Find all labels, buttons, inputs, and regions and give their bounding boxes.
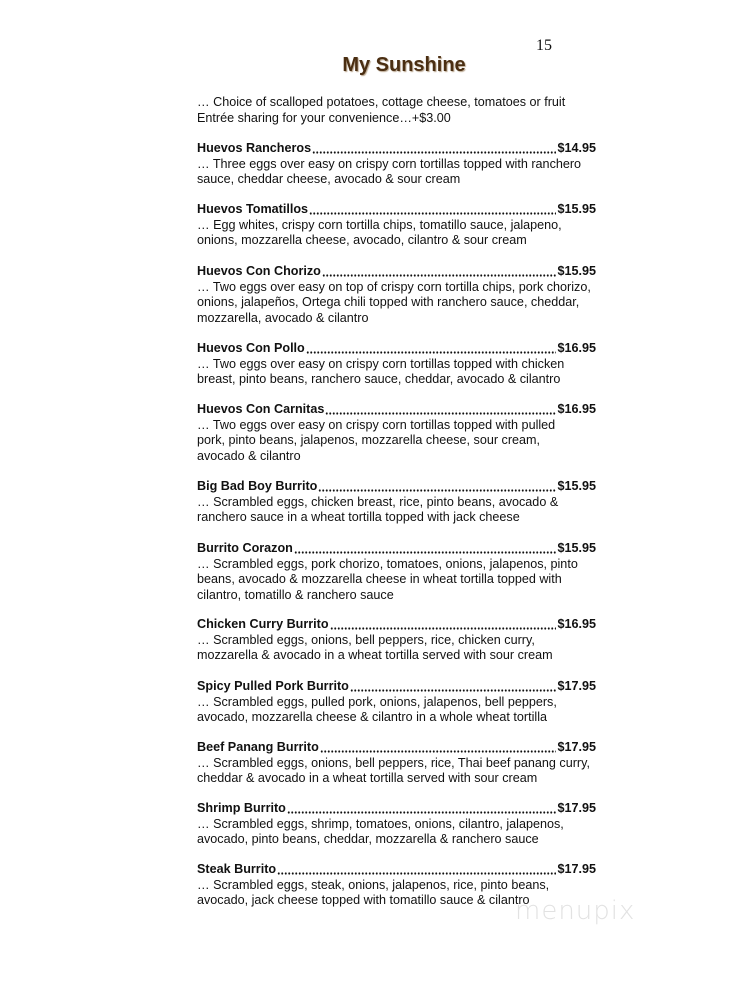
menu-item-name: Spicy Pulled Pork Burrito	[197, 679, 349, 693]
dot-leader	[350, 689, 557, 692]
menu-item-description: ranchero sauce in a wheat tortilla topped with jack cheese	[197, 510, 520, 524]
dot-leader	[287, 811, 557, 814]
menu-item	[197, 801, 596, 848]
menu-item	[197, 740, 596, 787]
menu-item-name: Huevos Rancheros	[197, 141, 312, 155]
menu-item-header	[197, 740, 596, 756]
menu-item	[197, 202, 596, 249]
menu-item-description: … Scrambled eggs, onions, bell peppers, rice, chicken curry,	[197, 632, 535, 647]
dot-leader	[330, 627, 557, 630]
menu-item-description: … Two eggs over easy on crispy corn tortillas topped with pulled	[197, 417, 556, 432]
dot-leader	[318, 489, 556, 492]
menu-item-price: $16.95	[557, 617, 596, 631]
menu-item-price: $14.95	[557, 141, 596, 155]
menu-item-description: onions, mozzarella cheese, avocado, cilantro & sour cream	[197, 233, 527, 247]
menu-item-price: $16.95	[557, 341, 596, 355]
menu-item-description: avocado, mozzarella cheese & cilantro in a whole wheat tortilla	[197, 710, 548, 724]
menu-item-price: $17.95	[557, 679, 596, 693]
menu-item-description: … Two eggs over easy on top of crispy corn tortilla chips, pork chorizo,	[197, 279, 591, 294]
menu-item-description: … Scrambled eggs, onions, bell peppers, rice, Thai beef panang curry,	[197, 755, 590, 770]
menu-item-name: Big Bad Boy Burrito	[197, 479, 318, 493]
menu-item	[197, 617, 596, 664]
menu-item-header	[197, 679, 596, 695]
menu-item-description: pork, pinto beans, jalapenos, mozzarella cheese, sour cream,	[197, 433, 541, 447]
dot-leader	[325, 412, 556, 415]
menu-item-price: $15.95	[557, 202, 596, 216]
menu-item-description: cilantro, tomatillo & ranchero sauce	[197, 587, 394, 602]
menu-item-header	[197, 617, 596, 633]
dot-leader	[312, 151, 556, 154]
dot-leader	[322, 274, 557, 277]
menu-item-price: $17.95	[557, 801, 596, 815]
menu-item-header	[197, 402, 596, 418]
menu-item-description: breast, pinto beans, ranchero sauce, cheddar, avocado & cilantro	[197, 372, 561, 386]
intro-note	[197, 95, 596, 126]
menu-item	[197, 264, 596, 326]
dot-leader	[320, 750, 557, 753]
dot-leader	[309, 212, 556, 215]
dot-leader	[277, 872, 556, 875]
menu-item-description: … Scrambled eggs, chicken breast, rice, pinto beans, avocado &	[197, 494, 559, 509]
menu-item-description: avocado, jack cheese topped with tomatillo sauce & cilantro	[197, 893, 530, 907]
dot-leader	[294, 551, 557, 554]
menu-item-description: … Scrambled eggs, shrimp, tomatoes, onions, cilantro, jalapenos,	[197, 816, 564, 831]
menu-item-header	[197, 341, 596, 357]
menu-item-header	[197, 541, 596, 557]
menu-item-description: … Two eggs over easy on crispy corn tortillas topped with chicken	[197, 356, 565, 371]
menu-item-name: Beef Panang Burrito	[197, 740, 319, 754]
menu-item-price: $17.95	[557, 740, 596, 754]
watermark-logo: menupix	[515, 896, 636, 926]
menu-item-description: mozzarella & avocado in a wheat tortilla served with sour cream	[197, 648, 553, 662]
menu-item-name: Shrimp Burrito	[197, 801, 286, 815]
menu-item-name: Burrito Corazon	[197, 541, 293, 555]
menu-item-price: $15.95	[557, 264, 596, 278]
menu-item	[197, 141, 596, 188]
menu-item-header	[197, 479, 596, 495]
menu-item-name: Chicken Curry Burrito	[197, 617, 329, 631]
menu-item	[197, 541, 596, 603]
menu-item-description: sauce, cheddar cheese, avocado & sour cream	[197, 172, 461, 186]
menu-item-name: Huevos Con Pollo	[197, 341, 305, 355]
menu-item-description: … Scrambled eggs, pork chorizo, tomatoes, onions, jalapenos, pinto	[197, 556, 578, 571]
menu-item-price: $17.95	[557, 862, 596, 876]
menu-item-description: beans, avocado & mozzarella cheese in wheat tortilla topped with	[197, 572, 562, 586]
menu-item-header	[197, 801, 596, 817]
menu-item	[197, 479, 596, 526]
menu-item-price: $16.95	[557, 402, 596, 416]
menu-item-header	[197, 141, 596, 157]
menu-item-description: … Three eggs over easy on crispy corn tortillas topped with ranchero	[197, 156, 582, 171]
menu-item-description: … Scrambled eggs, pulled pork, onions, jalapenos, bell peppers,	[197, 694, 557, 709]
menu-item	[197, 679, 596, 726]
menu-item-description: … Egg whites, crispy corn tortilla chips, tomatillo sauce, jalapeno,	[197, 217, 562, 232]
menu-item-header	[197, 264, 596, 280]
menu-item-name: Steak Burrito	[197, 862, 277, 876]
menu-item-name: Huevos Con Carnitas	[197, 402, 325, 416]
menu-item-header	[197, 862, 596, 878]
menu-item	[197, 402, 596, 464]
menu-item-description: avocado & cilantro	[197, 448, 301, 463]
dot-leader	[306, 351, 557, 354]
intro-line: … Choice of scalloped potatoes, cottage cheese, tomatoes or fruit	[197, 95, 566, 109]
intro-line: Entrée sharing for your convenience…+$3.00	[197, 110, 451, 125]
menu-item-description: onions, jalapeños, Ortega chili topped with ranchero sauce, cheddar,	[197, 295, 580, 309]
menu-item-header	[197, 202, 596, 218]
menu-item-description: … Scrambled eggs, steak, onions, jalapenos, rice, pinto beans,	[197, 877, 550, 892]
menu-item-name: Huevos Tomatillos	[197, 202, 309, 216]
menu-item-price: $15.95	[557, 479, 596, 493]
menu-item	[197, 341, 596, 388]
menu-item-name: Huevos Con Chorizo	[197, 264, 321, 278]
page-number: 15	[536, 37, 552, 54]
menu-item-price: $15.95	[557, 541, 596, 555]
menu-item-description: avocado, pinto beans, cheddar, mozzarella & ranchero sauce	[197, 832, 539, 846]
menu-item-description: mozzarella, avocado & cilantro	[197, 310, 369, 325]
page-title: My Sunshine	[342, 54, 466, 76]
menu-item-description: cheddar & avocado in a wheat tortilla served with sour cream	[197, 771, 538, 785]
